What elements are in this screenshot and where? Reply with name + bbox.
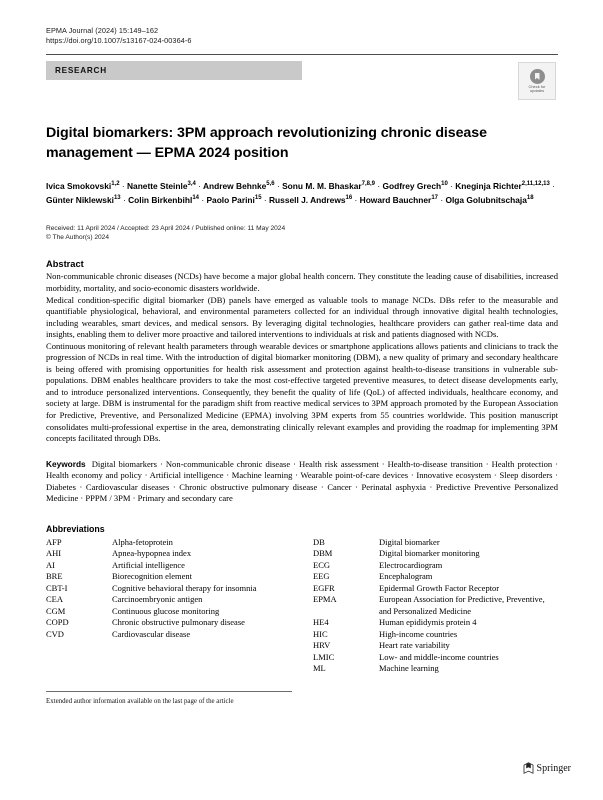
abbreviation-definition: Digital biomarker monitoring <box>379 548 480 559</box>
journal-header <box>46 26 558 46</box>
abbreviations-column-left <box>46 524 291 675</box>
abbreviation-definition: Human epididymis protein 4 <box>379 617 477 628</box>
abbreviation-row <box>313 537 558 549</box>
abbreviation-term: BRE <box>46 571 63 582</box>
springer-wordmark: Springer <box>536 762 571 774</box>
abbreviation-term: CEA <box>46 594 63 605</box>
check-for-updates-line1: Check for <box>528 83 546 89</box>
abbreviations-section <box>46 524 558 675</box>
abbreviations-list-right <box>313 537 558 675</box>
abbreviation-definition: High-income countries <box>379 628 458 639</box>
abbreviation-row <box>313 571 558 583</box>
abbreviation-row <box>46 629 291 641</box>
article-title: Digital biomarkers: 3PM approach revolutionizing chronic disease management — EPMA 2024 position <box>46 125 487 161</box>
check-for-updates-badge[interactable] <box>518 62 556 100</box>
abbreviation-row <box>46 560 291 572</box>
abbreviation-definition: Continuous glucose monitoring <box>112 605 220 616</box>
abbreviation-definition: Epidermal Growth Factor Receptor <box>379 582 500 593</box>
abbreviation-term: CGM <box>46 605 66 616</box>
abbreviation-term: ECG <box>313 559 330 570</box>
abbreviation-row <box>313 640 558 652</box>
abbreviation-row <box>313 560 558 572</box>
abbreviation-row <box>46 606 291 618</box>
abbreviation-term: EPMA <box>313 594 337 605</box>
keywords-section <box>46 459 558 505</box>
article-type-badge: RESEARCH <box>46 61 302 80</box>
abbreviation-row <box>313 548 558 560</box>
abstract-paragraph: Medical condition-specific digital biomarker (DB) panels have emerged as valuable tools to manage NCDs. DBs refer to the measurable and quantifiable physiological, behavioral, and environmental parameters collected for an individual through innovative digital health technologies, including wearables, smart devices, and medical sensors. By leveraging digital technologies, healthcare providers can gather real-time data and insights, enabling them to deliver more proactive and tailored interventions to individuals at risk and patients diagnosed with NCDs. <box>46 294 558 340</box>
abbreviation-term: ML <box>313 663 326 674</box>
abbreviation-row <box>46 548 291 560</box>
abbreviation-definition: European Association for Predictive, Preventive, and Personalized Medicine <box>379 594 545 616</box>
abbreviation-row <box>313 583 558 595</box>
abbreviation-term: EGFR <box>313 582 335 593</box>
abstract-body <box>46 271 558 444</box>
abbreviation-definition: Low- and middle-income countries <box>379 651 499 662</box>
header-divider <box>46 54 558 55</box>
springer-logo <box>523 762 571 774</box>
abbreviation-row <box>46 594 291 606</box>
springer-mark-icon <box>523 762 534 774</box>
abbreviation-definition: Carcinoembryonic antigen <box>112 594 203 605</box>
abbreviations-column-right <box>313 524 558 675</box>
abbreviation-definition: Chronic obstructive pulmonary disease <box>112 617 245 628</box>
received-accepted-line: Received: 11 April 2024 / Accepted: 23 April 2024 / Published online: 11 May 2024 <box>46 224 286 232</box>
page-content <box>46 26 558 707</box>
journal-citation: EPMA Journal (2024) 15:149–162 <box>46 26 159 35</box>
abbreviation-term: AI <box>46 559 55 570</box>
abbreviation-definition: Encephalogram <box>379 571 433 582</box>
copyright-line: © The Author(s) 2024 <box>46 234 110 241</box>
journal-doi[interactable]: https://doi.org/10.1007/s13167-024-00364-6 <box>46 36 192 46</box>
abbreviations-heading: Abbreviations <box>46 523 105 534</box>
abbreviation-definition: Biorecognition element <box>112 571 193 582</box>
publication-dates <box>46 224 558 243</box>
abbreviation-definition: Digital biomarker <box>379 536 440 547</box>
abbreviation-term: CVD <box>46 628 64 639</box>
abbreviation-term: AFP <box>46 536 62 547</box>
abbreviation-term: HE4 <box>313 617 329 628</box>
abbreviation-definition: Heart rate variability <box>379 640 450 651</box>
abbreviation-definition: Electrocardiogram <box>379 559 443 570</box>
footnote-divider <box>46 691 292 692</box>
abstract-paragraph: Non-communicable chronic diseases (NCDs) have become a major global health concern. They constitute the leading cause of disabilities, increased morbidity, mortality, and socio-economic disasters worldwide. <box>46 271 558 293</box>
abbreviation-definition: Cognitive behavioral therapy for insomnia <box>112 582 257 593</box>
abbreviation-term: DB <box>313 536 325 547</box>
abbreviation-row <box>313 594 558 617</box>
abbreviation-row <box>313 617 558 629</box>
abbreviations-list-left <box>46 537 291 641</box>
abbreviation-term: HRV <box>313 640 331 651</box>
abbreviation-term: CBT-I <box>46 582 68 593</box>
abbreviation-term: DBM <box>313 548 333 559</box>
abbreviation-row <box>46 617 291 629</box>
abbreviation-definition: Alpha-fetoprotein <box>112 536 173 547</box>
abbreviation-term: EEG <box>313 571 330 582</box>
abbreviation-definition: Apnea-hypopnea index <box>112 548 192 559</box>
abbreviation-row <box>46 583 291 595</box>
keywords-text: Digital biomarkers · Non-communicable chronic disease · Health risk assessment · Health-to-disease transition · Health protection · Health economy and policy · Artificial intelligence · Machine learning · Wearable point-of-care devices · Innovative ecosystem · Sleep disorders · Diabetes · Cardiovascular diseases · Chronic obstructive pulmonary disease · Cancer · Perinatal asphyxia · Predictive Preventive Personalized Medicine · PPPM / 3PM · Primary and secondary care <box>46 458 558 504</box>
abbreviation-row <box>313 663 558 675</box>
extended-author-note: Extended author information available on the last page of the article <box>46 697 234 705</box>
abbreviation-row <box>313 629 558 641</box>
abbreviation-term: AHI <box>46 548 62 559</box>
keywords-label: Keywords <box>46 458 86 469</box>
abbreviation-row <box>313 652 558 664</box>
crossmark-icon <box>530 69 545 84</box>
abbreviation-term: HIC <box>313 628 328 639</box>
abbreviation-definition: Cardiovascular disease <box>112 628 191 639</box>
abbreviation-row <box>46 571 291 583</box>
abstract-heading: Abstract <box>46 259 84 270</box>
abbreviation-term: LMIC <box>313 651 335 662</box>
author-list: Ivica Smokovski$^{1,2}$ · Nanette Steinle$^{3,4}$ · Andrew Behnke$^{5,6}$ · Sonu M. M. Bhaskar$^{7,8,9}$ · Godfrey Grech$^{10}$ · Kneginja Richter$^{2,11,12,13}$ · Günter Niklewski$^{13}$ · Colin Birkenbihl$^{14}$ · Paolo Parini$^{15}$ · Russell J. Andrews$^{16}$ · Howard Bauchner$^{17}$ · Olga Golubnitschaja$^{18}$ <box>46 181 555 205</box>
abbreviation-definition: Artificial intelligence <box>112 559 185 570</box>
abbreviation-row <box>46 537 291 549</box>
article-type-row <box>46 61 558 100</box>
abbreviation-definition: Machine learning <box>379 663 439 674</box>
abstract-paragraph: Continuous monitoring of relevant health parameters through wearable devices or smartphone applications allows patients and clinicians to track the progression of NCDs in real time. With the introduction of digital biomarker monitoring (DBM), a new quality of primary and secondary healthcare is being offered with promising opportunities for health risk assessment and protection against health-to-disease transitions in vulnerable sub-populations. DBM enables healthcare providers to take the most cost-effective targeted preventive measures, to detect disease developments early, and to introduce personalized interventions. Consequently, they benefit the quality of life (QoL) of affected individuals, healthcare economy, and society at large. DBM is instrumental for the paradigm shift from reactive medical services to 3PM approach promoted by the European Association for Predictive, Preventive, and Personalized Medicine (EPMA) involving 3PM experts from 55 countries worldwide. This position manuscript consolidates multi-professional expertise in the area, demonstrating clinically relevant examples and providing the roadmap for implementing 3PM concepts facilitated through DBs. <box>46 340 558 444</box>
check-for-updates-line2: updates <box>529 88 545 94</box>
abbreviation-term: COPD <box>46 617 69 628</box>
